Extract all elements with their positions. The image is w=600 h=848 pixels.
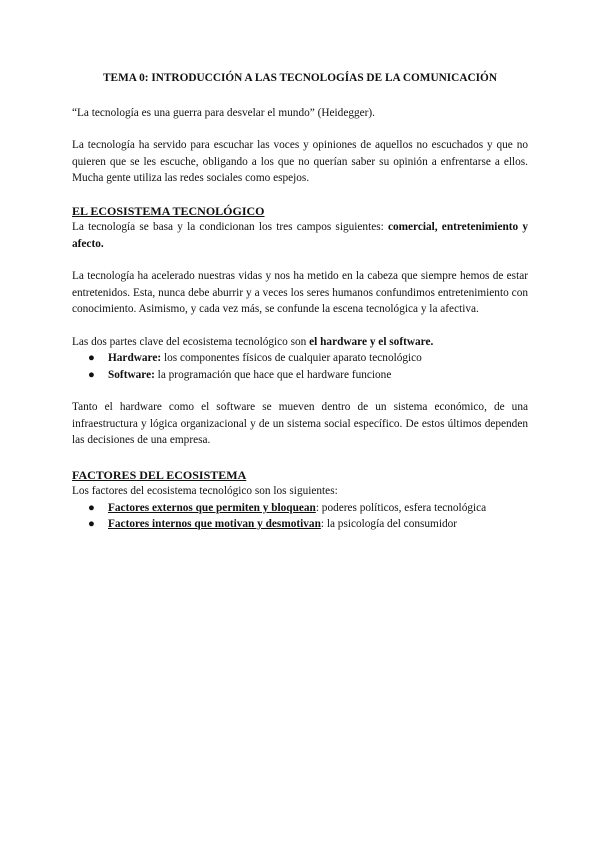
list-item	[88, 516, 528, 533]
factores-intro: Los factores del ecosistema tecnológico son los siguientes:	[72, 485, 338, 497]
bullet-icon: ●	[88, 352, 95, 364]
section-heading-factores: FACTORES DEL ECOSISTEMA	[72, 467, 247, 482]
section-heading-ecosistema: EL ECOSISTEMA TECNOLÓGICO	[72, 203, 265, 218]
list-item-text: : la psicología del consumidor	[320, 518, 458, 530]
paragraph-text: Las dos partes clave del ecosistema tecnológico son	[72, 335, 310, 348]
paragraph-aceleracion: La tecnología ha acelerado nuestras vidas y nos ha metido en la cabeza que siempre hemos de estar entretenidos. Esta, nunca debe aburrir y a veces los seres humanos confundimos entretenimiento con conocimiento. Asimismo, y cada vez más, se confunde la escena tecnológica y la afectiva.	[72, 270, 528, 315]
bullet-icon: ●	[88, 501, 95, 514]
list-item-term: Factores internos que motivan y desmotivan	[108, 518, 321, 530]
list-item-text: : poderes políticos, esfera tecnológica	[315, 501, 487, 514]
list-item-text: los componentes físicos de cualquier aparato tecnológico	[161, 352, 422, 364]
list-item	[88, 350, 528, 367]
list-item-term: Software:	[108, 368, 155, 381]
bullet-icon: ●	[88, 518, 95, 530]
document-body	[72, 70, 528, 549]
list-item	[88, 367, 528, 384]
paragraph-bold: comercial, entretenimiento y afecto.	[72, 221, 528, 250]
paragraph-text: La tecnología se basa y la condicionan los tres campos siguientes:	[72, 221, 388, 233]
list-item-text: la programación que hace que el hardware funcione	[154, 368, 392, 381]
list-item-term: Hardware:	[108, 352, 162, 364]
heidegger-quote: “La tecnología es una guerra para desvelar el mundo” (Heidegger).	[72, 106, 375, 119]
hardware-software-list	[72, 350, 528, 383]
factores-list	[72, 500, 528, 533]
list-item	[88, 500, 528, 517]
document-title: TEMA 0: INTRODUCCIÓN A LAS TECNOLOGÍAS DE LA COMUNICACIÓN	[103, 72, 497, 84]
list-item-term: Factores externos que permiten y bloquean	[108, 501, 316, 514]
bullet-icon: ●	[88, 368, 95, 381]
paragraph-sistema: Tanto el hardware como el software se mueven dentro de un sistema económico, de una infraestructura y lógica organizacional y de un sistema social específico. De estos últimos dependen las decisiones de una empresa.	[72, 401, 528, 446]
intro-paragraph: La tecnología ha servido para escuchar las voces y opiniones de aquellos no escuchados y que no quieren que se les escuche, obligando a los que no querían saber su opinión a enfrentarse a ellos. Mucha gente utiliza las redes sociales como espejos.	[72, 139, 528, 184]
paragraph-bold: el hardware y el software.	[309, 335, 434, 348]
paragraph-partes-clave	[72, 334, 528, 351]
paragraph-campos	[72, 219, 528, 252]
